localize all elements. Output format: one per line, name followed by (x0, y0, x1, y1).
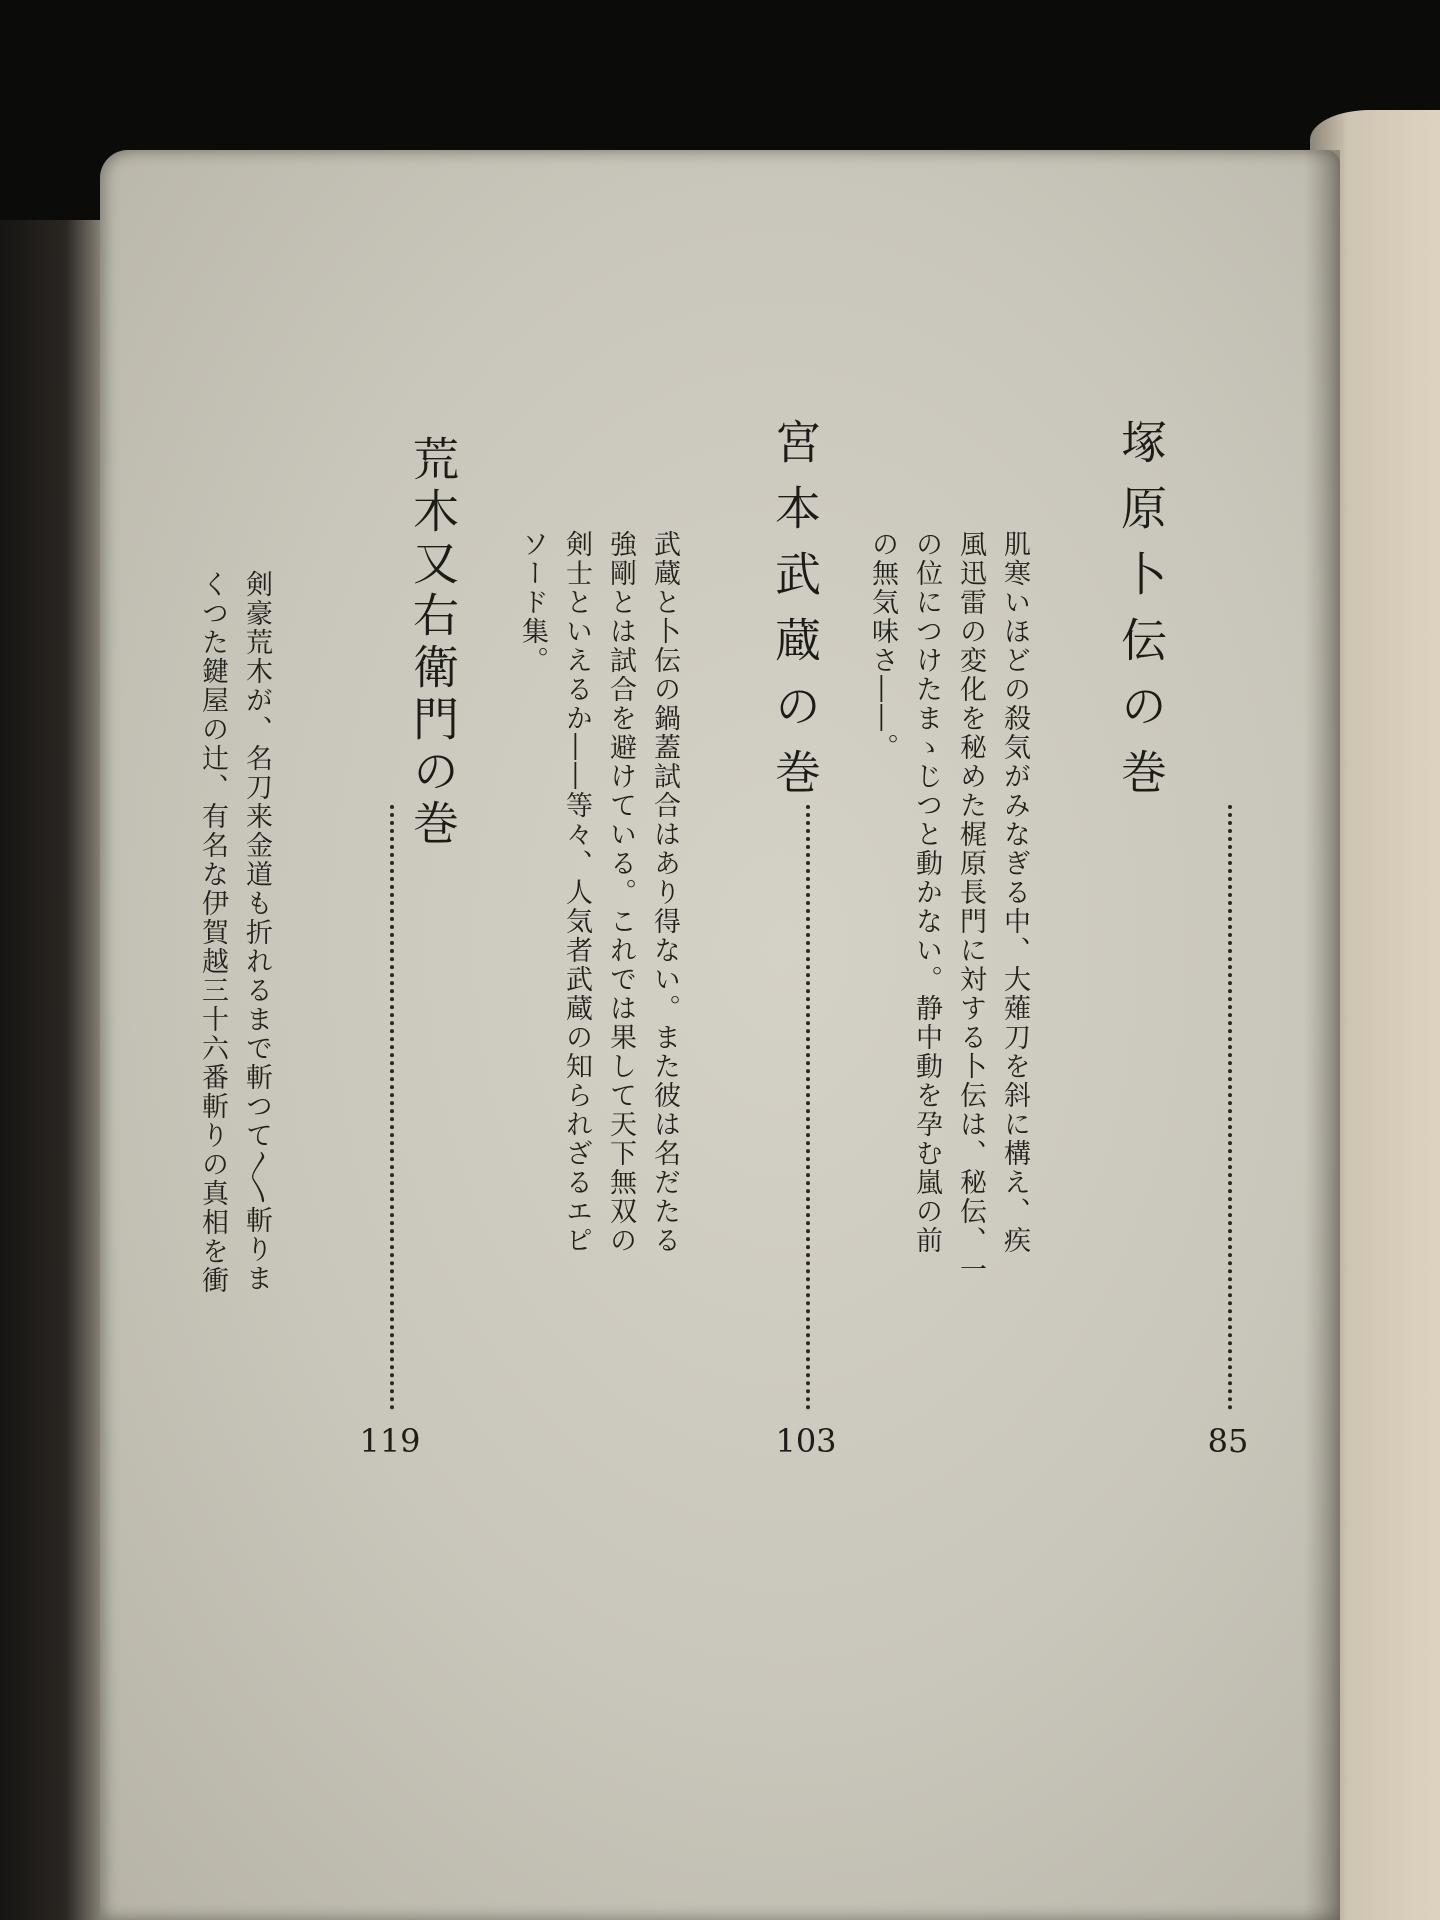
chapter-description (510, 530, 686, 1530)
description-line: 風迅雷の変化を秘めた梶原長門に対する卜伝は、秘伝、一 (955, 530, 986, 1284)
description-line: 強剛とは試合を避けている。これでは果して天下無双の (605, 530, 636, 1255)
description-line: 肌寒いほどの殺気がみなぎる中、大薙刀を斜に構え、疾 (999, 530, 1030, 1255)
description-line: の無気味さ――。 (867, 530, 898, 762)
chapter-title: 塚原卜伝の巻 (1114, 418, 1168, 814)
chapter-title: 荒木又右衛門の巻 (406, 435, 460, 851)
description-line: の位につけたまゝじつと動かない。静中動を孕む嵐の前 (911, 530, 942, 1255)
dot-leader (390, 805, 394, 1410)
description-line: ソード集。 (517, 530, 548, 675)
chapter-description (190, 570, 278, 1570)
page-number: 85 (1207, 1422, 1249, 1460)
description-line: くつた鍵屋の辻、有名な伊賀越三十六番斬りの真相を衝 (197, 570, 228, 1295)
page-number: 103 (775, 1422, 837, 1460)
description-line: 剣豪荒木が、名刀来金道も折れるまで斬つて〳〵斬りま (241, 570, 272, 1293)
book-page (100, 150, 1340, 1920)
dot-leader (806, 805, 810, 1410)
chapter-description (860, 530, 1036, 1530)
spine-shadow (1304, 150, 1340, 1920)
description-line: 剣士といえるか――等々、人気者武蔵の知られざるエピ (561, 530, 592, 1255)
dot-leader (1228, 805, 1232, 1410)
description-line: 武蔵と卜伝の鍋蓋試合はあり得ない。また彼は名だたる (649, 530, 680, 1255)
chapter-title: 宮本武蔵の巻 (768, 418, 822, 814)
page-number: 119 (359, 1422, 421, 1460)
